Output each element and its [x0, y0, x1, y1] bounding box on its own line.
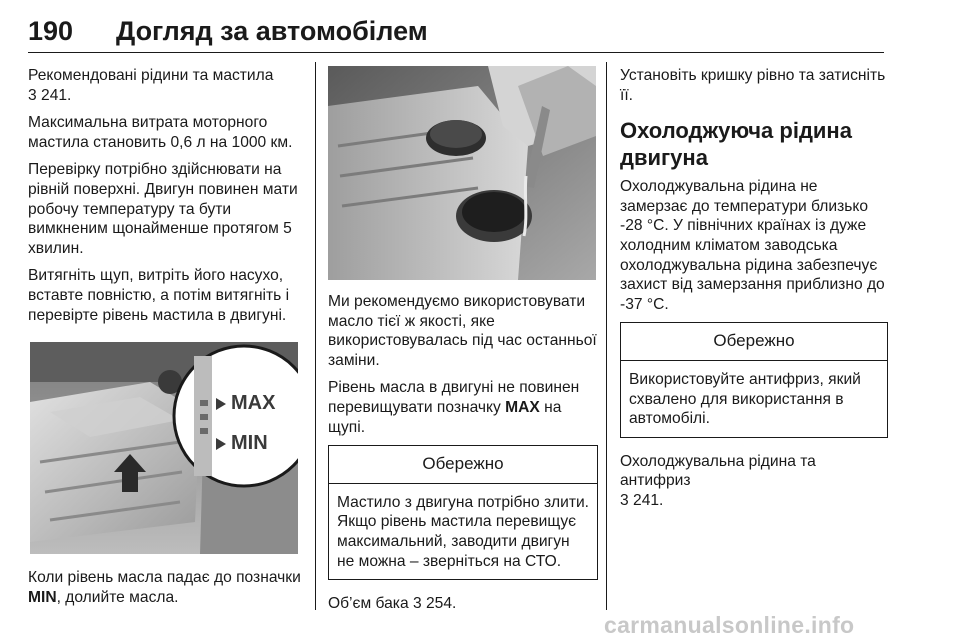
section-heading: Охолоджуюча рідина двигуна: [620, 118, 852, 171]
paragraph: Рівень масла в двигуні не повинен перевищувати позначку MAX на щупі.: [328, 379, 580, 436]
oil-filler-image: [328, 66, 596, 280]
page-reference-link[interactable]: 241.: [41, 86, 72, 104]
column-divider-1: [315, 62, 316, 610]
paragraph: Ми рекомендуємо використовувати масло тієї ж якості, яке використовувалась під час останньої заміни.: [328, 293, 597, 369]
paragraph: Максимальна витрата моторного мастила становить 0,6 л на 1000 км.: [28, 114, 293, 151]
column-3: [620, 66, 888, 519]
min-label: MIN: [231, 432, 268, 454]
page-reference-link[interactable]: 241.: [633, 491, 664, 509]
dipstick-illustration: [30, 342, 298, 554]
max-label: MAX: [231, 392, 276, 414]
column-divider-2: [606, 62, 607, 610]
caution-box: [620, 322, 888, 437]
reference-arrow-icon: 3: [412, 595, 422, 613]
paragraph: Витягніть щуп, витріть його насухо, вставте повністю, а потім витягніть і перевірте рівень мастила в двигуні.: [28, 267, 290, 324]
caution-body: Мастило з двигуна потрібно злити. Якщо рівень мастила перевищує максимальний, заводити двигун не можна – зверніться на СТО.: [337, 493, 590, 570]
paragraph: Об’єм бака 3 254.: [328, 595, 457, 613]
figure-caption-1: Коли рівень масла падає до позначки MIN, долийте масла.: [28, 569, 301, 606]
page-reference-link[interactable]: 254.: [426, 595, 457, 613]
caution-box: [328, 445, 598, 580]
reference-arrow-icon: 3: [28, 86, 37, 104]
page-title: Догляд за автомобілем: [116, 16, 428, 46]
paragraph: Рекомендовані рідини та мастила 3 241.: [28, 67, 274, 104]
reference-arrow-icon: 3: [620, 491, 629, 509]
paragraph: Охолоджувальна рідина не замерзає до температури близько -28 °C. У північних країнах із дуже холодним кліматом заводська охолоджувальна рідина забезпечує захист від замерзання приблизно до -37 °C.: [620, 178, 885, 313]
page-number: 190: [28, 16, 74, 46]
dipstick-detail-circle: [174, 346, 298, 486]
paragraph: Установіть кришку рівно та затисніть її.: [620, 67, 886, 104]
paragraph: Охолоджувальна рідина та антифриз 3 241.: [620, 452, 816, 509]
column-1: [28, 66, 306, 333]
oil-filling-illustration: [328, 66, 596, 280]
caution-title: Обережно: [329, 446, 597, 484]
watermark: carmanualsonline.info: [604, 612, 855, 638]
header-rule: [28, 52, 884, 53]
paragraph: Перевірку потрібно здійснювати на рівній поверхні. Двигун повинен мати робочу температуру та бути вимкненим щонайменше протягом 5 хвилин.: [28, 161, 298, 257]
caution-title: Обережно: [621, 323, 887, 361]
column-2: [328, 292, 598, 622]
caution-body: Використовуйте антифриз, який схвалено для використання в автомобілі.: [629, 370, 861, 428]
